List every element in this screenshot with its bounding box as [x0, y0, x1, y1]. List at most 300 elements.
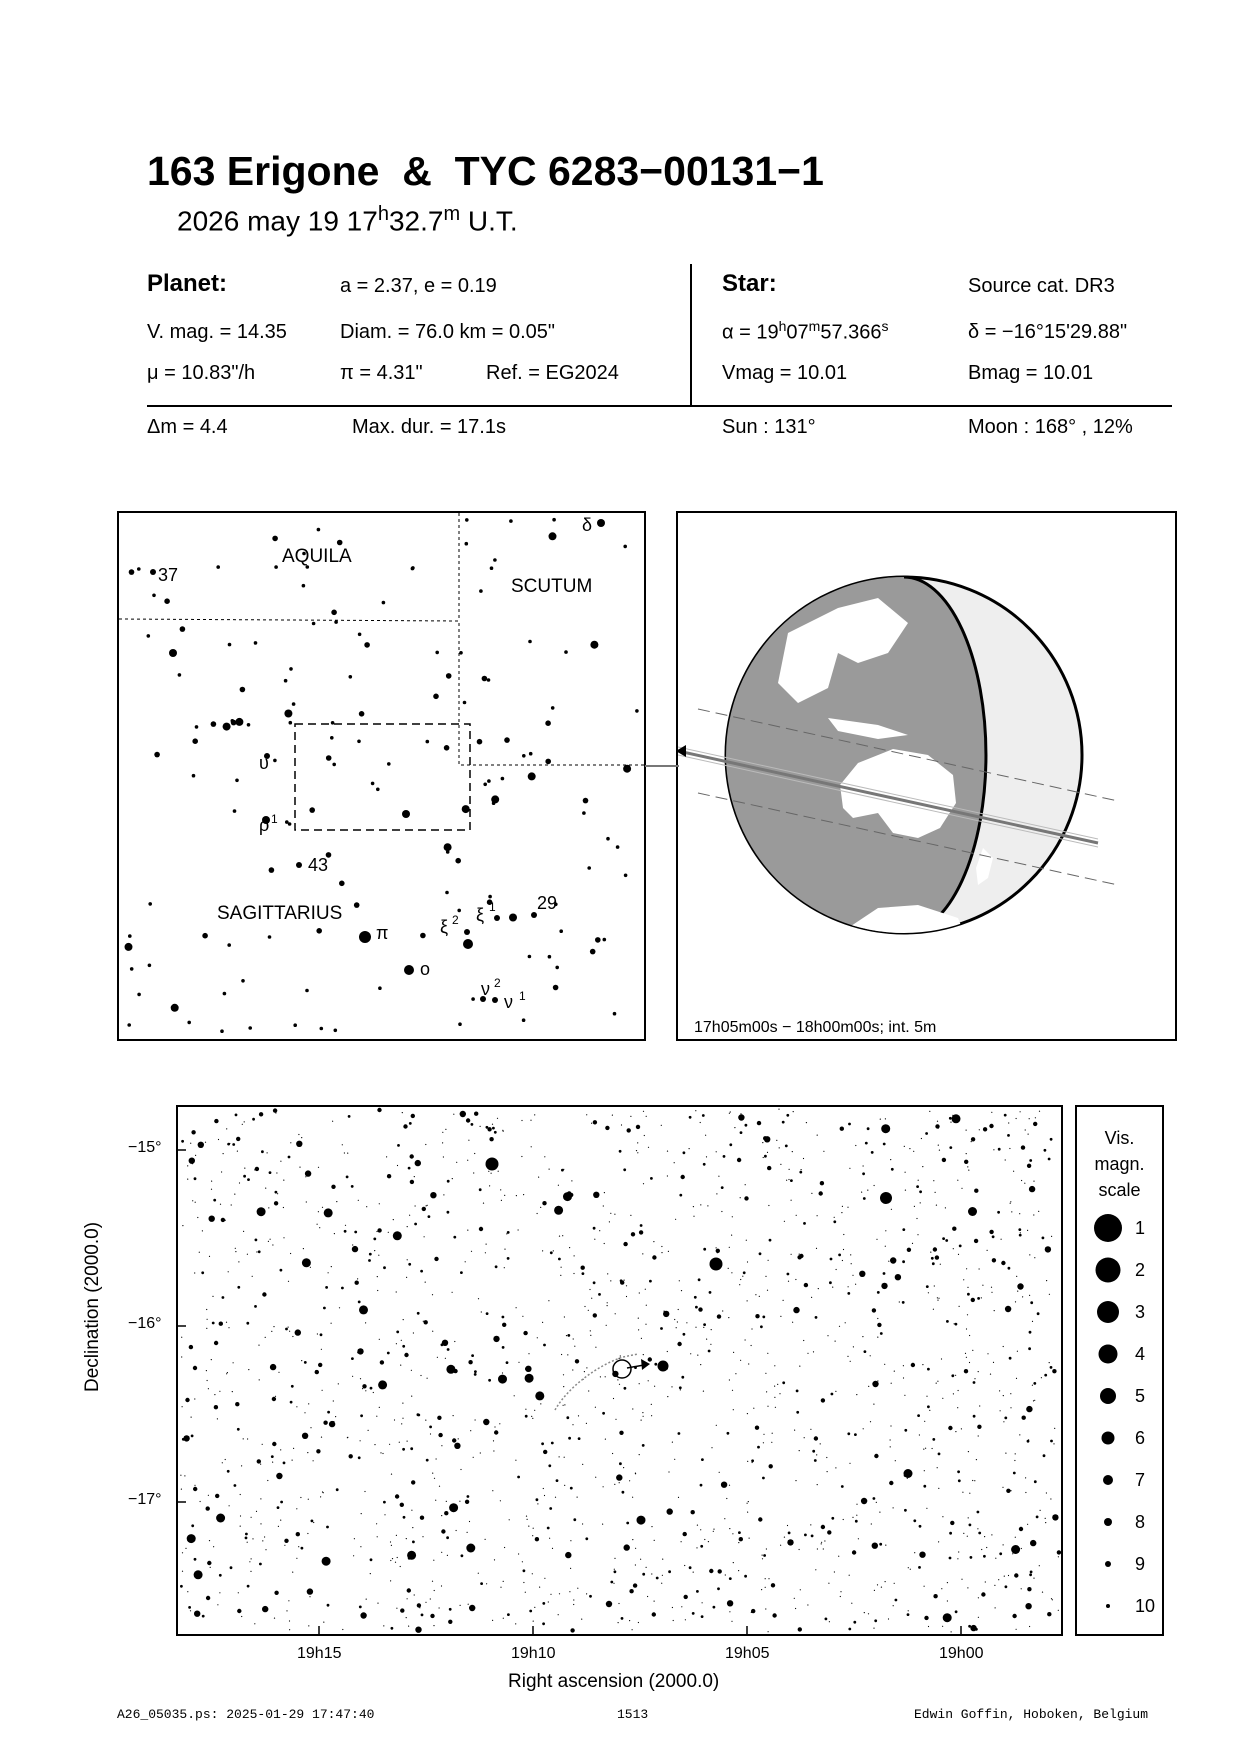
field-star	[938, 1128, 939, 1129]
field-star	[738, 1114, 744, 1120]
field-star	[185, 1548, 186, 1549]
finder-star	[305, 989, 309, 993]
field-star	[589, 1595, 592, 1598]
field-star	[987, 1353, 988, 1354]
finder-star	[316, 928, 322, 934]
field-star	[305, 1170, 311, 1176]
field-star	[532, 1535, 533, 1536]
field-star	[581, 1266, 585, 1270]
field-star	[817, 1548, 818, 1549]
field-star	[850, 1361, 851, 1362]
field-star	[430, 1598, 431, 1599]
field-star	[648, 1380, 649, 1381]
field-star	[205, 1142, 206, 1143]
field-star	[568, 1437, 571, 1440]
field-star	[993, 1149, 994, 1150]
field-star	[469, 1605, 475, 1611]
field-star	[709, 1291, 712, 1294]
field-star	[957, 1558, 958, 1559]
finder-star	[504, 737, 510, 743]
field-star	[190, 1143, 191, 1144]
field-star	[307, 1533, 308, 1534]
legend-dot	[1100, 1388, 1116, 1404]
field-star	[240, 1515, 241, 1516]
field-star	[981, 1297, 982, 1298]
field-star	[968, 1207, 977, 1216]
field-star	[258, 1250, 261, 1253]
field-star	[533, 1621, 534, 1622]
field-star	[465, 1261, 466, 1262]
field-star	[677, 1321, 678, 1322]
field-star	[607, 1302, 608, 1303]
field-star	[991, 1534, 992, 1535]
field-star	[745, 1124, 748, 1127]
field-star	[537, 1503, 538, 1504]
field-star	[289, 1331, 290, 1332]
field-star	[509, 1519, 510, 1520]
field-star	[201, 1271, 204, 1274]
field-star	[966, 1328, 967, 1329]
field-star	[804, 1534, 807, 1537]
finder-star	[545, 720, 551, 726]
field-star	[959, 1245, 962, 1248]
field-star	[291, 1385, 294, 1388]
field-star	[874, 1619, 877, 1622]
field-star	[981, 1549, 982, 1550]
field-star	[1025, 1603, 1031, 1609]
field-star	[677, 1342, 681, 1346]
legend-dot	[1102, 1432, 1115, 1445]
field-star	[352, 1244, 353, 1245]
field-star	[676, 1327, 677, 1328]
field-star	[785, 1145, 788, 1148]
field-star	[795, 1608, 796, 1609]
field-star	[1053, 1443, 1054, 1444]
field-star	[374, 1250, 375, 1251]
field-star	[791, 1200, 792, 1201]
field-star	[872, 1381, 878, 1387]
field-star	[639, 1230, 643, 1234]
field-star	[481, 1311, 482, 1312]
field-star	[400, 1365, 401, 1366]
field-star	[492, 1620, 493, 1621]
field-star	[189, 1158, 195, 1164]
field-star	[919, 1434, 920, 1435]
field-star	[935, 1255, 939, 1259]
field-star	[209, 1216, 215, 1222]
field-star	[799, 1450, 800, 1451]
field-star	[449, 1608, 452, 1611]
field-star	[187, 1591, 188, 1592]
field-star	[358, 1200, 359, 1201]
field-star	[932, 1438, 935, 1441]
field-star	[632, 1408, 633, 1409]
field-star	[702, 1114, 705, 1117]
field-star	[744, 1575, 747, 1578]
field-star	[494, 1426, 495, 1427]
field-star	[946, 1320, 949, 1323]
named-star	[404, 965, 414, 975]
field-star	[403, 1516, 406, 1519]
field-star	[323, 1622, 324, 1623]
field-star	[542, 1250, 543, 1251]
field-star	[982, 1285, 983, 1286]
field-star	[617, 1379, 618, 1380]
field-star	[197, 1217, 198, 1218]
field-star	[469, 1521, 470, 1522]
field-star	[652, 1612, 656, 1616]
field-star	[759, 1252, 762, 1255]
field-star	[219, 1391, 220, 1392]
field-star	[548, 1601, 549, 1602]
field-star	[1021, 1145, 1025, 1149]
field-star	[390, 1580, 391, 1581]
field-star	[843, 1249, 844, 1250]
field-star	[827, 1530, 831, 1534]
field-star	[559, 1236, 560, 1237]
field-star	[614, 1558, 615, 1559]
field-star	[393, 1231, 402, 1240]
field-star	[296, 1141, 302, 1147]
star-chart	[176, 1105, 1063, 1636]
field-star	[707, 1205, 708, 1206]
star-label: ξ	[476, 905, 485, 925]
field-star	[758, 1517, 762, 1521]
field-star	[739, 1284, 740, 1285]
x-tick-label: 19h00	[939, 1645, 984, 1662]
field-star	[411, 1396, 412, 1397]
x-tick-label: 19h10	[511, 1645, 556, 1662]
field-star	[689, 1116, 692, 1119]
field-star	[673, 1620, 674, 1621]
field-star	[265, 1188, 266, 1189]
field-star	[711, 1447, 712, 1448]
field-star	[467, 1545, 470, 1548]
field-star	[821, 1525, 825, 1529]
field-star	[554, 1206, 563, 1215]
field-star	[374, 1444, 375, 1445]
field-star	[877, 1323, 881, 1327]
field-star	[1019, 1434, 1020, 1435]
field-star	[390, 1541, 391, 1542]
field-star	[607, 1305, 608, 1306]
field-star	[467, 1495, 470, 1498]
field-star	[954, 1323, 955, 1324]
field-star	[238, 1592, 239, 1593]
field-star	[244, 1121, 245, 1122]
star-label: 1	[489, 900, 496, 914]
field-star	[506, 1233, 507, 1234]
field-star	[789, 1169, 790, 1170]
field-star	[320, 1496, 321, 1497]
field-star	[211, 1359, 212, 1360]
field-star	[359, 1606, 362, 1609]
field-star	[483, 1419, 489, 1425]
chart-stars	[180, 1108, 1061, 1633]
field-star	[251, 1517, 252, 1518]
field-star	[574, 1255, 575, 1256]
field-star	[925, 1448, 926, 1449]
header-vertical-divider	[690, 264, 692, 405]
field-star	[296, 1558, 297, 1559]
finder-star	[284, 710, 292, 718]
field-star	[276, 1172, 277, 1173]
field-star	[747, 1413, 748, 1414]
field-star	[306, 1201, 307, 1202]
field-star	[964, 1160, 968, 1164]
field-star	[762, 1555, 763, 1556]
field-star	[521, 1120, 522, 1121]
field-star	[251, 1558, 252, 1559]
finder-star	[289, 721, 293, 725]
field-star	[639, 1292, 640, 1293]
field-star	[243, 1175, 246, 1178]
field-star	[308, 1403, 309, 1404]
field-star	[937, 1297, 938, 1298]
finder-star	[411, 567, 415, 571]
field-star	[810, 1429, 811, 1430]
field-star	[270, 1239, 271, 1240]
field-star	[880, 1119, 881, 1120]
field-star	[407, 1551, 416, 1560]
field-star	[429, 1426, 432, 1429]
legend-mag-label: 9	[1135, 1554, 1146, 1574]
field-star	[301, 1137, 302, 1138]
field-star	[1016, 1378, 1017, 1379]
field-star	[1013, 1171, 1014, 1172]
field-star	[958, 1551, 959, 1552]
field-star	[493, 1450, 494, 1451]
field-star	[475, 1419, 476, 1420]
field-star	[489, 1185, 490, 1186]
field-star	[615, 1313, 616, 1314]
planet-orbit: a = 2.37, e = 0.19	[340, 275, 497, 297]
field-star	[275, 1396, 276, 1397]
field-star	[531, 1416, 532, 1417]
field-star	[877, 1584, 878, 1585]
finder-star	[624, 874, 628, 878]
field-star	[779, 1147, 780, 1148]
field-star	[841, 1485, 844, 1488]
field-star	[703, 1391, 704, 1392]
field-star	[762, 1558, 763, 1559]
field-star	[444, 1511, 448, 1515]
finder-star	[268, 935, 272, 939]
field-star	[713, 1529, 714, 1530]
finder-star	[528, 955, 532, 959]
field-star	[660, 1327, 663, 1330]
field-star	[943, 1613, 952, 1622]
field-star	[486, 1583, 487, 1584]
field-star	[515, 1460, 516, 1461]
field-star	[651, 1526, 652, 1527]
field-star	[259, 1112, 263, 1116]
field-star	[486, 1244, 487, 1245]
field-star	[570, 1628, 574, 1632]
star-ra: $\alpha = 19^h07^m57.366^s$	[722, 318, 889, 344]
field-star	[974, 1378, 975, 1379]
field-star	[192, 1200, 193, 1201]
field-star	[751, 1612, 752, 1613]
field-star	[1038, 1211, 1039, 1212]
field-star	[558, 1185, 559, 1186]
field-star	[709, 1569, 713, 1573]
field-star	[747, 1300, 748, 1301]
field-star	[883, 1143, 886, 1146]
field-star	[853, 1346, 854, 1347]
field-star	[454, 1443, 460, 1449]
field-star	[331, 1185, 335, 1189]
field-star	[738, 1570, 739, 1571]
finder-star	[154, 752, 160, 758]
field-star	[838, 1254, 841, 1257]
field-star	[612, 1453, 613, 1454]
field-star	[184, 1475, 185, 1476]
field-star	[672, 1607, 673, 1608]
field-star	[983, 1555, 986, 1558]
field-star	[1028, 1347, 1031, 1350]
field-star	[378, 1255, 379, 1256]
field-star	[924, 1421, 925, 1422]
field-star	[938, 1298, 939, 1299]
field-star	[978, 1371, 979, 1372]
field-star	[318, 1211, 319, 1212]
field-star	[618, 1622, 619, 1623]
field-star	[803, 1222, 806, 1225]
field-star	[937, 1467, 938, 1468]
field-star	[182, 1438, 185, 1441]
field-star	[288, 1600, 289, 1601]
field-star	[889, 1481, 893, 1485]
field-star	[662, 1575, 663, 1576]
field-star	[745, 1339, 746, 1340]
field-star	[351, 1185, 354, 1188]
field-star	[522, 1561, 523, 1562]
field-star	[852, 1550, 856, 1554]
field-star	[729, 1611, 730, 1612]
field-star	[347, 1153, 348, 1154]
field-star	[637, 1152, 638, 1153]
field-star	[360, 1414, 363, 1417]
field-star	[407, 1441, 408, 1442]
field-star	[855, 1520, 858, 1523]
field-star	[662, 1559, 663, 1560]
field-star	[995, 1558, 996, 1559]
field-star	[700, 1364, 701, 1365]
field-star	[635, 1564, 636, 1565]
field-star	[255, 1239, 258, 1242]
field-star	[932, 1262, 935, 1265]
field-star	[195, 1155, 196, 1156]
field-star	[947, 1600, 948, 1601]
field-star	[441, 1585, 442, 1586]
legend-mag-label: 10	[1135, 1596, 1156, 1616]
finder-star	[435, 651, 439, 655]
field-star	[194, 1570, 203, 1579]
field-star	[811, 1297, 812, 1298]
field-star	[921, 1138, 922, 1139]
field-star	[912, 1243, 913, 1244]
finder-star	[326, 755, 332, 761]
field-star	[1052, 1369, 1056, 1373]
finder-star	[216, 565, 220, 569]
field-star	[849, 1463, 850, 1464]
field-star	[304, 1361, 307, 1364]
field-star	[689, 1566, 692, 1569]
field-star	[324, 1208, 333, 1217]
field-star	[850, 1254, 851, 1255]
field-star	[937, 1300, 938, 1301]
field-star	[432, 1294, 433, 1295]
field-star	[425, 1282, 426, 1283]
field-star	[951, 1631, 952, 1632]
field-star	[181, 1337, 182, 1338]
star-label: 2	[494, 976, 501, 990]
field-star	[323, 1421, 327, 1425]
star-label: 1	[519, 989, 526, 1003]
field-star	[226, 1128, 227, 1129]
field-star	[427, 1378, 428, 1379]
field-star	[695, 1306, 698, 1309]
field-star	[755, 1294, 756, 1295]
field-star	[700, 1484, 703, 1487]
field-star	[534, 1607, 535, 1608]
field-star	[565, 1552, 571, 1558]
field-star	[318, 1167, 319, 1168]
field-star	[569, 1591, 570, 1592]
field-star	[573, 1273, 574, 1274]
field-star	[1010, 1393, 1011, 1394]
field-star	[235, 1248, 236, 1249]
field-star	[961, 1428, 962, 1429]
field-star	[206, 1596, 210, 1600]
finder-star	[457, 909, 461, 913]
field-star	[999, 1552, 1002, 1555]
field-star	[931, 1257, 934, 1260]
field-star	[234, 1484, 237, 1487]
finder-star	[359, 711, 365, 717]
field-star	[276, 1473, 282, 1479]
field-star	[564, 1485, 565, 1486]
field-star	[417, 1413, 420, 1416]
legend-mag-label: 3	[1135, 1302, 1146, 1322]
field-star	[222, 1462, 223, 1463]
field-star	[863, 1428, 864, 1429]
finder-star	[487, 779, 491, 783]
field-star	[668, 1471, 669, 1472]
field-star	[974, 1189, 978, 1193]
field-star	[872, 1543, 878, 1549]
field-star	[863, 1165, 864, 1166]
field-star	[729, 1379, 730, 1380]
field-star	[460, 1271, 463, 1274]
field-star	[661, 1252, 662, 1253]
field-star	[518, 1553, 519, 1554]
field-star	[976, 1459, 977, 1460]
field-star	[441, 1515, 442, 1516]
field-star	[961, 1188, 962, 1189]
field-star	[765, 1276, 766, 1277]
field-star	[890, 1439, 891, 1440]
field-star	[765, 1587, 766, 1588]
finder-star	[477, 739, 483, 745]
field-star	[272, 1462, 273, 1463]
field-star	[237, 1151, 238, 1152]
field-star	[480, 1582, 483, 1585]
finder-star	[462, 805, 470, 813]
field-star	[408, 1263, 411, 1266]
field-star	[1002, 1487, 1003, 1488]
